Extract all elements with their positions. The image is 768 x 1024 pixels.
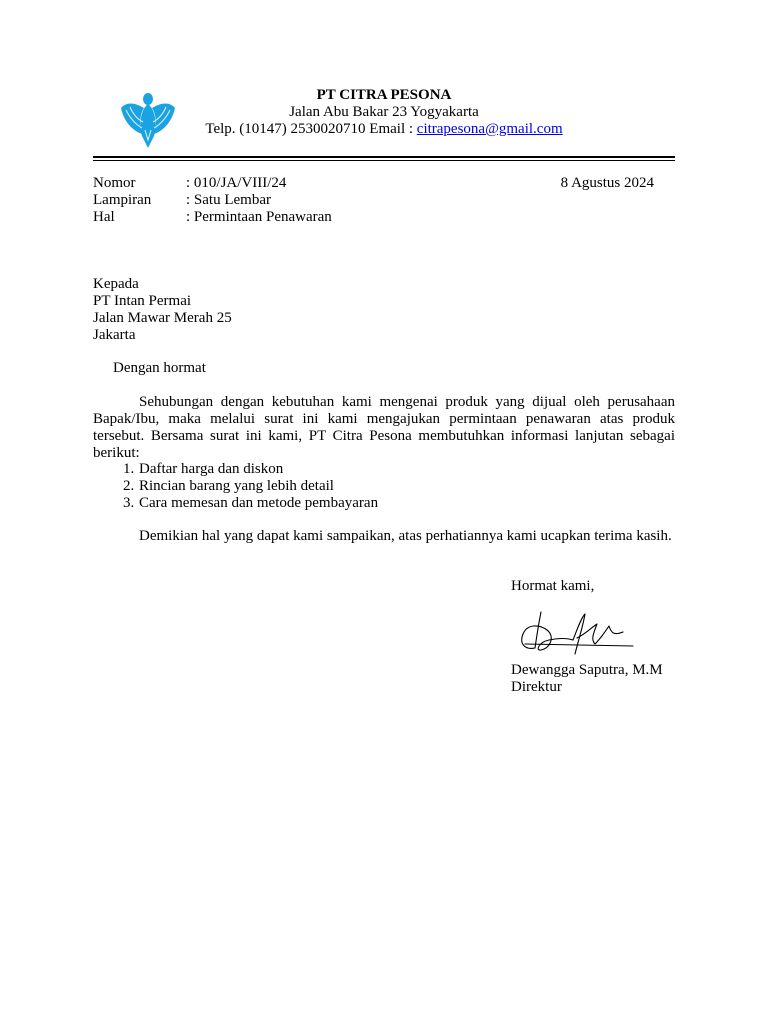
company-contact <box>150 121 618 138</box>
signature-icon <box>515 608 640 660</box>
list-item <box>93 478 675 495</box>
recipient-street: Jalan Mawar Merah 25 <box>93 310 232 326</box>
nomor-label: Nomor <box>93 175 136 191</box>
nomor-value: : 010/JA/VIII/24 <box>186 175 287 191</box>
request-list <box>93 461 675 512</box>
lampiran-value: : Satu Lembar <box>186 192 271 208</box>
hal-value: : Permintaan Penawaran <box>186 209 332 225</box>
list-item-text: Daftar harga dan diskon <box>139 461 284 477</box>
list-item <box>93 461 675 478</box>
list-item-number: 3. <box>123 495 135 511</box>
list-item-number: 2. <box>123 478 135 494</box>
salutation: Dengan hormat <box>113 360 206 376</box>
company-address: Jalan Abu Bakar 23 Yogyakarta <box>289 104 479 120</box>
header-rule-thin <box>93 160 675 161</box>
email-link[interactable]: citrapesona@gmail.com <box>416 121 563 137</box>
hal-label: Hal <box>93 209 115 225</box>
lampiran-label: Lampiran <box>93 192 152 208</box>
recipient-company: PT Intan Permai <box>93 293 192 309</box>
letter-date: 8 Agustus 2024 <box>560 175 654 191</box>
recipient-line-kepada: Kepada <box>93 276 139 292</box>
contact-prefix: Telp. (10147) 2530020710 Email : <box>205 121 417 137</box>
header-rule-thick <box>93 156 675 158</box>
meta-row-hal <box>93 209 675 226</box>
signer-block <box>511 662 663 696</box>
signer-name: Dewangga Saputra, M.M <box>511 662 663 678</box>
recipient-city: Jakarta <box>93 327 136 343</box>
list-item-number: 1. <box>123 461 135 477</box>
list-item-text: Cara memesan dan metode pembayaran <box>139 495 379 511</box>
signer-title: Direktur <box>511 679 562 695</box>
body-paragraph-2: Demikian hal yang dapat kami sampaikan, atas perhatiannya kami ucapkan terima kasih. <box>139 528 672 544</box>
company-name: PT CITRA PESONA <box>316 87 452 103</box>
list-item-text: Rincian barang yang lebih detail <box>139 478 334 494</box>
list-item <box>93 495 675 512</box>
letterhead <box>150 87 618 138</box>
closing: Hormat kami, <box>511 578 595 594</box>
recipient-block <box>93 276 232 344</box>
meta-row-lampiran <box>93 192 675 209</box>
body-paragraph-1: Sehubungan dengan kebutuhan kami mengenai produk yang dijual oleh perusahaan Bapak/Ibu, maka melalui surat ini kami mengajukan permintaan penawaran atas produk tersebut. Bersama surat ini kami, PT Citra Pesona membutuhkan informasi lanjutan sebagai berikut: <box>93 394 675 461</box>
